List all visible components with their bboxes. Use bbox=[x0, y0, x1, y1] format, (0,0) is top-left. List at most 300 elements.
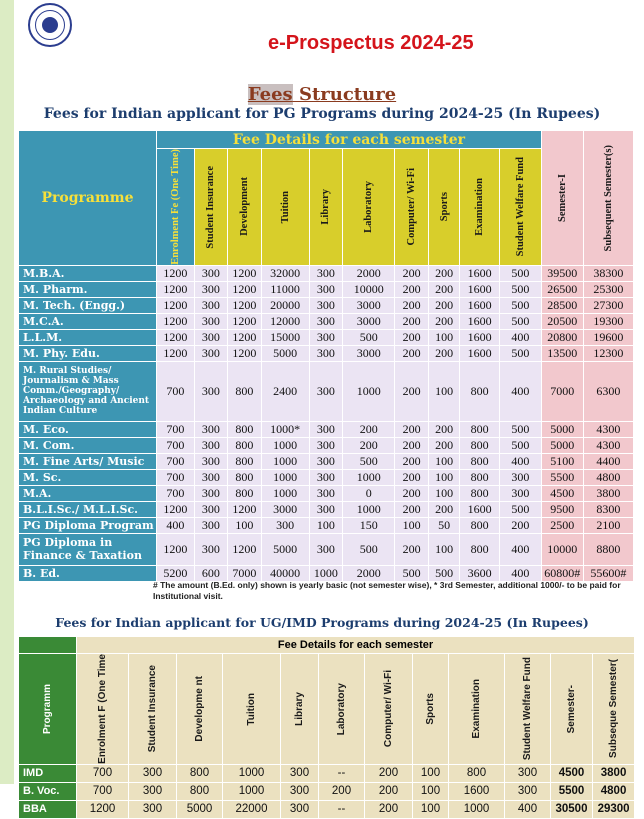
table-row bbox=[19, 782, 635, 800]
fee-cell: 5000 bbox=[541, 437, 583, 453]
fee-cell: 200 bbox=[428, 265, 459, 281]
fee-cell: 10000 bbox=[541, 533, 583, 565]
programme-cell: M.B.A. bbox=[19, 265, 157, 281]
fee-cell: 200 bbox=[395, 421, 428, 437]
fee-cell: 300 bbox=[309, 453, 342, 469]
section-title-highlight: Fees bbox=[247, 84, 293, 105]
fee-cell: 1200 bbox=[228, 533, 261, 565]
fee-cell: 1200 bbox=[157, 297, 195, 313]
fee-cell: 1200 bbox=[157, 345, 195, 361]
pg-fee-table bbox=[18, 130, 634, 582]
fee-cell: 300 bbox=[309, 533, 342, 565]
fee-cell: 300 bbox=[194, 265, 227, 281]
fee-cell: 800 bbox=[228, 469, 261, 485]
fee-cell: 200 bbox=[319, 782, 365, 800]
fee-cell: 400 bbox=[500, 565, 542, 581]
fee-cell: 200 bbox=[428, 281, 459, 297]
fee-cell: 1000 bbox=[261, 437, 309, 453]
pg-table-body bbox=[19, 265, 634, 581]
fee-cell: 300 bbox=[129, 782, 177, 800]
fee-cell: 20000 bbox=[261, 297, 309, 313]
fee-cell: 800 bbox=[228, 421, 261, 437]
fee-cell: 5000 bbox=[261, 533, 309, 565]
col-header-welfare: Student Welfare Fund bbox=[500, 149, 542, 266]
fee-cell: -- bbox=[319, 800, 365, 818]
fee-cell: 1000 bbox=[223, 764, 281, 782]
fee-cell: 300 bbox=[281, 800, 319, 818]
fee-cell: 300 bbox=[500, 469, 542, 485]
table-row bbox=[19, 313, 634, 329]
fee-cell: 1200 bbox=[228, 297, 261, 313]
fee-cell: 1000 bbox=[343, 361, 395, 421]
fee-cell: 300 bbox=[194, 501, 227, 517]
fee-cell: 29300 bbox=[593, 800, 635, 818]
fee-cell: 800 bbox=[460, 533, 500, 565]
fee-cell: 700 bbox=[157, 421, 195, 437]
fee-cell: 1200 bbox=[228, 313, 261, 329]
fee-cell: 500 bbox=[500, 265, 542, 281]
fee-cell: 30500 bbox=[551, 800, 593, 818]
col-header-subsequent: Subsequent Semester(s) bbox=[583, 131, 633, 266]
fee-cell: 300 bbox=[500, 485, 542, 501]
table-row bbox=[19, 764, 635, 782]
fee-cell: 200 bbox=[395, 501, 428, 517]
table-row bbox=[19, 265, 634, 281]
fee-cell: 60800# bbox=[541, 565, 583, 581]
programme-cell: BBA bbox=[19, 800, 77, 818]
fee-cell: 500 bbox=[395, 565, 428, 581]
fee-cell: 2500 bbox=[541, 517, 583, 533]
fee-cell: 4300 bbox=[583, 421, 633, 437]
programme-cell: M. Com. bbox=[19, 437, 157, 453]
page-title: e-Prospectus 2024-25 bbox=[268, 32, 474, 54]
table-row bbox=[19, 469, 634, 485]
fee-cell: 5000 bbox=[261, 345, 309, 361]
fee-cell: 100 bbox=[413, 782, 449, 800]
fee-cell: 800 bbox=[177, 782, 223, 800]
fee-cell: 4300 bbox=[583, 437, 633, 453]
fee-cell: 400 bbox=[500, 453, 542, 469]
fee-cell: 100 bbox=[228, 517, 261, 533]
fee-cell: 6300 bbox=[583, 361, 633, 421]
fee-cell: 3600 bbox=[460, 565, 500, 581]
fee-cell: 300 bbox=[309, 437, 342, 453]
ug-column-headers bbox=[19, 654, 635, 765]
fee-cell: 1200 bbox=[77, 800, 129, 818]
fee-cell: 300 bbox=[194, 533, 227, 565]
fee-cell: 40000 bbox=[261, 565, 309, 581]
fee-cell: 200 bbox=[395, 361, 428, 421]
fee-cell: 22000 bbox=[223, 800, 281, 818]
fee-cell: 700 bbox=[157, 437, 195, 453]
programme-cell: M. Phy. Edu. bbox=[19, 345, 157, 361]
ug-fee-table-container bbox=[18, 636, 632, 819]
fee-cell: 100 bbox=[428, 533, 459, 565]
fee-cell: 3800 bbox=[593, 764, 635, 782]
fee-cell: 300 bbox=[309, 469, 342, 485]
fee-cell: 500 bbox=[500, 501, 542, 517]
fee-cell: 1200 bbox=[228, 501, 261, 517]
col-header-library: Library bbox=[309, 149, 342, 266]
fee-cell: 15000 bbox=[261, 329, 309, 345]
ug-col-header: Sports bbox=[413, 654, 449, 765]
fee-cell: 32000 bbox=[261, 265, 309, 281]
fee-cell: 100 bbox=[428, 485, 459, 501]
fee-cell: 500 bbox=[500, 281, 542, 297]
fee-cell: 500 bbox=[500, 313, 542, 329]
fee-cell: 500 bbox=[500, 297, 542, 313]
pg-fee-table-container bbox=[18, 130, 634, 582]
programme-cell: M.C.A. bbox=[19, 313, 157, 329]
fee-cell: 20500 bbox=[541, 313, 583, 329]
fee-cell: 8300 bbox=[583, 501, 633, 517]
fee-cell: 19600 bbox=[583, 329, 633, 345]
fee-cell: 500 bbox=[343, 329, 395, 345]
col-header-sports: Sports bbox=[428, 149, 459, 266]
fee-cell: 200 bbox=[365, 782, 413, 800]
fee-cell: 100 bbox=[413, 764, 449, 782]
fee-cell: 1200 bbox=[228, 281, 261, 297]
ug-col-header: Subseque Semester( bbox=[593, 654, 635, 765]
fee-cell: 400 bbox=[500, 361, 542, 421]
ug-heading: Fees for Indian applicant for UG/IMD Programs during 2024-25 (In Rupees) bbox=[55, 615, 589, 630]
fee-cell: 300 bbox=[194, 517, 227, 533]
fee-cell: 200 bbox=[343, 437, 395, 453]
fee-details-header: Fee Details for each semester bbox=[157, 131, 542, 149]
table-row bbox=[19, 345, 634, 361]
fee-cell: 50 bbox=[428, 517, 459, 533]
fee-cell: 200 bbox=[395, 453, 428, 469]
fee-cell: 19300 bbox=[583, 313, 633, 329]
col-header-enrolment: Enrolment Fe (One Time) bbox=[157, 149, 195, 266]
fee-cell: 300 bbox=[505, 764, 551, 782]
fee-cell: 500 bbox=[500, 345, 542, 361]
fee-cell: 13500 bbox=[541, 345, 583, 361]
fee-cell: 100 bbox=[428, 469, 459, 485]
fee-cell: 12300 bbox=[583, 345, 633, 361]
table-row bbox=[19, 565, 634, 581]
fee-cell: 400 bbox=[157, 517, 195, 533]
fee-cell: 2000 bbox=[343, 565, 395, 581]
fee-cell: 1200 bbox=[228, 329, 261, 345]
fee-cell: 300 bbox=[194, 281, 227, 297]
fee-cell: 3000 bbox=[343, 345, 395, 361]
col-header-laboratory: Laboratory bbox=[343, 149, 395, 266]
fee-cell: 1600 bbox=[460, 501, 500, 517]
fee-cell: 300 bbox=[309, 281, 342, 297]
fee-cell: 500 bbox=[343, 533, 395, 565]
ug-col-header: Student Insurance bbox=[129, 654, 177, 765]
ug-col-header: Programm bbox=[19, 654, 77, 765]
fee-cell: 300 bbox=[309, 345, 342, 361]
fee-cell: 26500 bbox=[541, 281, 583, 297]
fee-cell: 1000 bbox=[343, 501, 395, 517]
table-row bbox=[19, 800, 635, 818]
fee-cell: 1600 bbox=[460, 265, 500, 281]
fee-cell: 300 bbox=[194, 329, 227, 345]
fee-cell: 7000 bbox=[541, 361, 583, 421]
fee-cell: 100 bbox=[428, 361, 459, 421]
fee-cell: 300 bbox=[194, 469, 227, 485]
fee-cell: 1600 bbox=[460, 297, 500, 313]
fee-cell: 5500 bbox=[551, 782, 593, 800]
programme-cell: M. Fine Arts/ Music bbox=[19, 453, 157, 469]
fee-cell: 800 bbox=[460, 453, 500, 469]
col-header-semester-1: Semester-I bbox=[541, 131, 583, 266]
fee-cell: 38300 bbox=[583, 265, 633, 281]
fee-cell: 200 bbox=[428, 421, 459, 437]
ug-col-header: Laboratory bbox=[319, 654, 365, 765]
fee-cell: 800 bbox=[177, 764, 223, 782]
ug-fee-table bbox=[18, 636, 635, 819]
fee-cell: 1200 bbox=[228, 265, 261, 281]
fee-cell: 1200 bbox=[157, 501, 195, 517]
fee-cell: 300 bbox=[309, 421, 342, 437]
fee-cell: 800 bbox=[228, 453, 261, 469]
ug-top-left-cell bbox=[19, 637, 77, 654]
fee-cell: 1200 bbox=[157, 265, 195, 281]
ug-col-header: Semester- bbox=[551, 654, 593, 765]
fee-cell: 5100 bbox=[541, 453, 583, 469]
fee-cell: 1600 bbox=[460, 329, 500, 345]
fee-cell: 200 bbox=[395, 297, 428, 313]
fee-cell: 500 bbox=[428, 565, 459, 581]
fee-cell: 5000 bbox=[541, 421, 583, 437]
ug-col-header: Enrolment F (One Time bbox=[77, 654, 129, 765]
pg-heading: Fees for Indian applicant for PG Programs during 2024-25 (In Rupees) bbox=[43, 106, 601, 122]
fee-cell: 1200 bbox=[157, 533, 195, 565]
fee-cell: 300 bbox=[129, 764, 177, 782]
fee-cell: 800 bbox=[460, 469, 500, 485]
fee-cell: 28500 bbox=[541, 297, 583, 313]
fee-cell: 0 bbox=[343, 485, 395, 501]
fee-cell: 300 bbox=[129, 800, 177, 818]
programme-cell: IMD bbox=[19, 764, 77, 782]
fee-cell: 1600 bbox=[460, 345, 500, 361]
fee-cell: 1000 bbox=[309, 565, 342, 581]
fee-cell: 200 bbox=[395, 281, 428, 297]
fee-cell: 300 bbox=[309, 501, 342, 517]
fee-cell: 1200 bbox=[157, 281, 195, 297]
fee-cell: 200 bbox=[395, 533, 428, 565]
col-header-computer: Computer/ Wi-Fi bbox=[395, 149, 428, 266]
section-title bbox=[0, 84, 644, 105]
programme-cell: M.A. bbox=[19, 485, 157, 501]
fee-cell: 200 bbox=[365, 764, 413, 782]
fee-cell: 3000 bbox=[261, 501, 309, 517]
fee-cell: 200 bbox=[365, 800, 413, 818]
fee-cell: 5200 bbox=[157, 565, 195, 581]
fee-cell: 400 bbox=[500, 533, 542, 565]
fee-cell: 39500 bbox=[541, 265, 583, 281]
fee-cell: 1000 bbox=[449, 800, 505, 818]
ug-col-header: Tuition bbox=[223, 654, 281, 765]
fee-cell: 4800 bbox=[583, 469, 633, 485]
fee-cell: 150 bbox=[343, 517, 395, 533]
programme-cell: PG Diploma in Finance & Taxation bbox=[19, 533, 157, 565]
fee-cell: 100 bbox=[395, 517, 428, 533]
fee-cell: 300 bbox=[194, 421, 227, 437]
fee-cell: 200 bbox=[428, 345, 459, 361]
fee-cell: 400 bbox=[500, 329, 542, 345]
programme-cell: B. Ed. bbox=[19, 565, 157, 581]
fee-cell: 200 bbox=[395, 345, 428, 361]
ug-col-header: Computer/ Wi-Fi bbox=[365, 654, 413, 765]
fee-cell: 2100 bbox=[583, 517, 633, 533]
programme-cell: B. Voc. bbox=[19, 782, 77, 800]
programme-cell: PG Diploma Program bbox=[19, 517, 157, 533]
fee-cell: 800 bbox=[449, 764, 505, 782]
fee-cell: 800 bbox=[228, 437, 261, 453]
fee-cell: 1000* bbox=[261, 421, 309, 437]
ug-col-header: Library bbox=[281, 654, 319, 765]
fee-cell: 700 bbox=[77, 764, 129, 782]
fee-cell: 500 bbox=[500, 421, 542, 437]
fee-cell: 1000 bbox=[261, 469, 309, 485]
fee-cell: 9500 bbox=[541, 501, 583, 517]
fee-cell: 12000 bbox=[261, 313, 309, 329]
fee-cell: 3800 bbox=[583, 485, 633, 501]
programme-cell: B.L.I.Sc./ M.L.I.Sc. bbox=[19, 501, 157, 517]
fee-cell: 100 bbox=[428, 329, 459, 345]
footnote: # The amount (B.Ed. only) shown is yearly basic (not semester wise), * 3rd Semester, additional 1000/- to be paid for Institutional visit. bbox=[153, 580, 621, 601]
section-title-rest: Structure bbox=[292, 84, 397, 105]
fee-cell: 600 bbox=[194, 565, 227, 581]
table-row bbox=[19, 361, 634, 421]
fee-cell: 300 bbox=[194, 437, 227, 453]
fee-cell: 300 bbox=[309, 265, 342, 281]
fee-cell: 700 bbox=[157, 469, 195, 485]
fee-cell: 200 bbox=[343, 421, 395, 437]
fee-cell: 200 bbox=[395, 485, 428, 501]
ug-col-header: Examination bbox=[449, 654, 505, 765]
fee-cell: 300 bbox=[505, 782, 551, 800]
fee-cell: 300 bbox=[281, 764, 319, 782]
fee-cell: 400 bbox=[505, 800, 551, 818]
fee-cell: 800 bbox=[228, 361, 261, 421]
fee-cell: 4400 bbox=[583, 453, 633, 469]
fee-cell: 800 bbox=[460, 517, 500, 533]
fee-cell: 1600 bbox=[460, 281, 500, 297]
fee-cell: 1600 bbox=[449, 782, 505, 800]
fee-cell: 5000 bbox=[177, 800, 223, 818]
fee-cell: 300 bbox=[309, 361, 342, 421]
fee-cell: 2400 bbox=[261, 361, 309, 421]
fee-cell: 300 bbox=[309, 329, 342, 345]
fee-cell: 700 bbox=[77, 782, 129, 800]
fee-cell: 300 bbox=[194, 345, 227, 361]
table-row bbox=[19, 501, 634, 517]
fee-cell: 3000 bbox=[343, 297, 395, 313]
programme-cell: M. Tech. (Engg.) bbox=[19, 297, 157, 313]
fee-cell: 500 bbox=[343, 453, 395, 469]
fee-cell: 800 bbox=[460, 361, 500, 421]
fee-cell: 300 bbox=[194, 361, 227, 421]
table-row bbox=[19, 485, 634, 501]
table-row bbox=[19, 533, 634, 565]
fee-cell: 500 bbox=[500, 437, 542, 453]
fee-cell: 200 bbox=[395, 313, 428, 329]
fee-cell: 1200 bbox=[228, 345, 261, 361]
fee-cell: 100 bbox=[413, 800, 449, 818]
fee-cell: 11000 bbox=[261, 281, 309, 297]
fee-cell: 1200 bbox=[157, 329, 195, 345]
fee-cell: 3000 bbox=[343, 313, 395, 329]
fee-cell: 300 bbox=[194, 313, 227, 329]
fee-cell: 200 bbox=[428, 297, 459, 313]
fee-cell: 1000 bbox=[261, 485, 309, 501]
fee-cell: 25300 bbox=[583, 281, 633, 297]
fee-cell: 4500 bbox=[551, 764, 593, 782]
programme-cell: M. Sc. bbox=[19, 469, 157, 485]
fee-cell: 800 bbox=[460, 485, 500, 501]
fee-cell: 300 bbox=[309, 297, 342, 313]
col-header-tuition: Tuition bbox=[261, 149, 309, 266]
fee-cell: 10000 bbox=[343, 281, 395, 297]
programme-cell: M. Pharm. bbox=[19, 281, 157, 297]
fee-cell: 1600 bbox=[460, 313, 500, 329]
fee-cell: 7000 bbox=[228, 565, 261, 581]
fee-cell: 1200 bbox=[157, 313, 195, 329]
fee-cell: 4800 bbox=[593, 782, 635, 800]
fee-cell: 1000 bbox=[223, 782, 281, 800]
fee-cell: 800 bbox=[460, 421, 500, 437]
fee-cell: 200 bbox=[395, 329, 428, 345]
fee-cell: 800 bbox=[460, 437, 500, 453]
fee-cell: 300 bbox=[309, 313, 342, 329]
table-row bbox=[19, 421, 634, 437]
col-header-development: Development bbox=[228, 149, 261, 266]
col-header-examination: Examination bbox=[460, 149, 500, 266]
fee-cell: 700 bbox=[157, 453, 195, 469]
table-row bbox=[19, 453, 634, 469]
fee-cell: 8800 bbox=[583, 533, 633, 565]
table-row bbox=[19, 517, 634, 533]
programme-cell: M. Eco. bbox=[19, 421, 157, 437]
fee-cell: 200 bbox=[428, 501, 459, 517]
ug-table-body bbox=[19, 764, 635, 818]
fee-cell: 300 bbox=[261, 517, 309, 533]
programme-cell: M. Rural Studies/ Journalism & Mass Comm./Geography/ Archaeology and Ancient Indian Culture bbox=[19, 361, 157, 421]
fee-cell: 2000 bbox=[343, 265, 395, 281]
ug-col-header: Student Welfare Fund bbox=[505, 654, 551, 765]
fee-cell: 200 bbox=[395, 437, 428, 453]
fee-cell: 300 bbox=[281, 782, 319, 800]
fee-cell: 20800 bbox=[541, 329, 583, 345]
fee-cell: 1000 bbox=[343, 469, 395, 485]
fee-cell: -- bbox=[319, 764, 365, 782]
fee-cell: 55600# bbox=[583, 565, 633, 581]
fee-cell: 100 bbox=[309, 517, 342, 533]
table-row bbox=[19, 297, 634, 313]
table-row bbox=[19, 281, 634, 297]
table-row bbox=[19, 437, 634, 453]
table-row bbox=[19, 329, 634, 345]
fee-cell: 27300 bbox=[583, 297, 633, 313]
fee-cell: 300 bbox=[194, 485, 227, 501]
fee-cell: 5500 bbox=[541, 469, 583, 485]
fee-cell: 4500 bbox=[541, 485, 583, 501]
fee-cell: 1000 bbox=[261, 453, 309, 469]
ug-col-header: Developme nt bbox=[177, 654, 223, 765]
fee-cell: 700 bbox=[157, 361, 195, 421]
fee-cell: 200 bbox=[428, 437, 459, 453]
fee-cell: 800 bbox=[228, 485, 261, 501]
fee-cell: 100 bbox=[428, 453, 459, 469]
fee-cell: 300 bbox=[194, 297, 227, 313]
fee-cell: 200 bbox=[500, 517, 542, 533]
programme-cell: L.L.M. bbox=[19, 329, 157, 345]
